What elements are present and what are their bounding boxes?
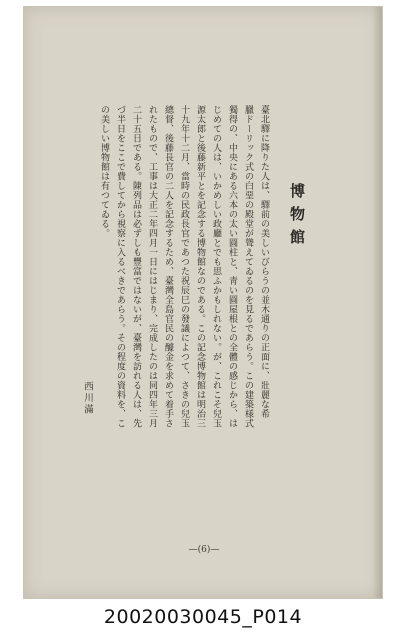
body-line: 臘ドーリック式の白堊の殿堂が聳えてゐるのを見るであらう。この建築様式 xyxy=(243,105,253,428)
body-line: の美しい博物館は有つてゐる。 xyxy=(99,105,109,238)
book-page xyxy=(23,6,383,599)
body-line: 十九年十二月、當時の民政長官であつた祝辰巳の發議によつて、さきの兒玉 xyxy=(179,105,189,428)
body-line: 總督、後藤長官の二人を記念するため、臺灣全島官民の醵金を求めて着手さ xyxy=(163,105,173,428)
body-line: 源太郎と後藤新平とを記念する博物館なのである。この記念博物館は明治三 xyxy=(195,105,205,428)
author-name: 西川滿 xyxy=(82,381,93,416)
article-title: 博物館 xyxy=(288,183,306,252)
body-line: じめての人は、いかめしい政廳とでも思ふかもしれない。が、これこそ兒玉 xyxy=(211,105,221,428)
page-number: —(6)— xyxy=(188,545,220,555)
body-line: 二十五日である。陳列品は必ずしも豐富ではないが、臺灣を訪れる人は、先 xyxy=(131,105,141,428)
body-line: 獨得の、中央にある六本の太い圓柱と、靑い圓屋根との全體の感じから、は xyxy=(227,105,237,428)
body-line: れたもので、工事は大正二年四月一日にはじまり、完成したのは同四年三月 xyxy=(147,105,157,428)
page-fold-shadow xyxy=(372,7,382,598)
archive-caption: 20020030045_P014 xyxy=(103,606,303,628)
body-line: づ半日をここで費してから視察に入るべきであらう。その程度の資料を、こ xyxy=(115,105,125,428)
body-line: 臺北驛に降りた人は、驛前の美しいびらうの並木通りの正面に、壯麗な希 xyxy=(259,105,269,419)
